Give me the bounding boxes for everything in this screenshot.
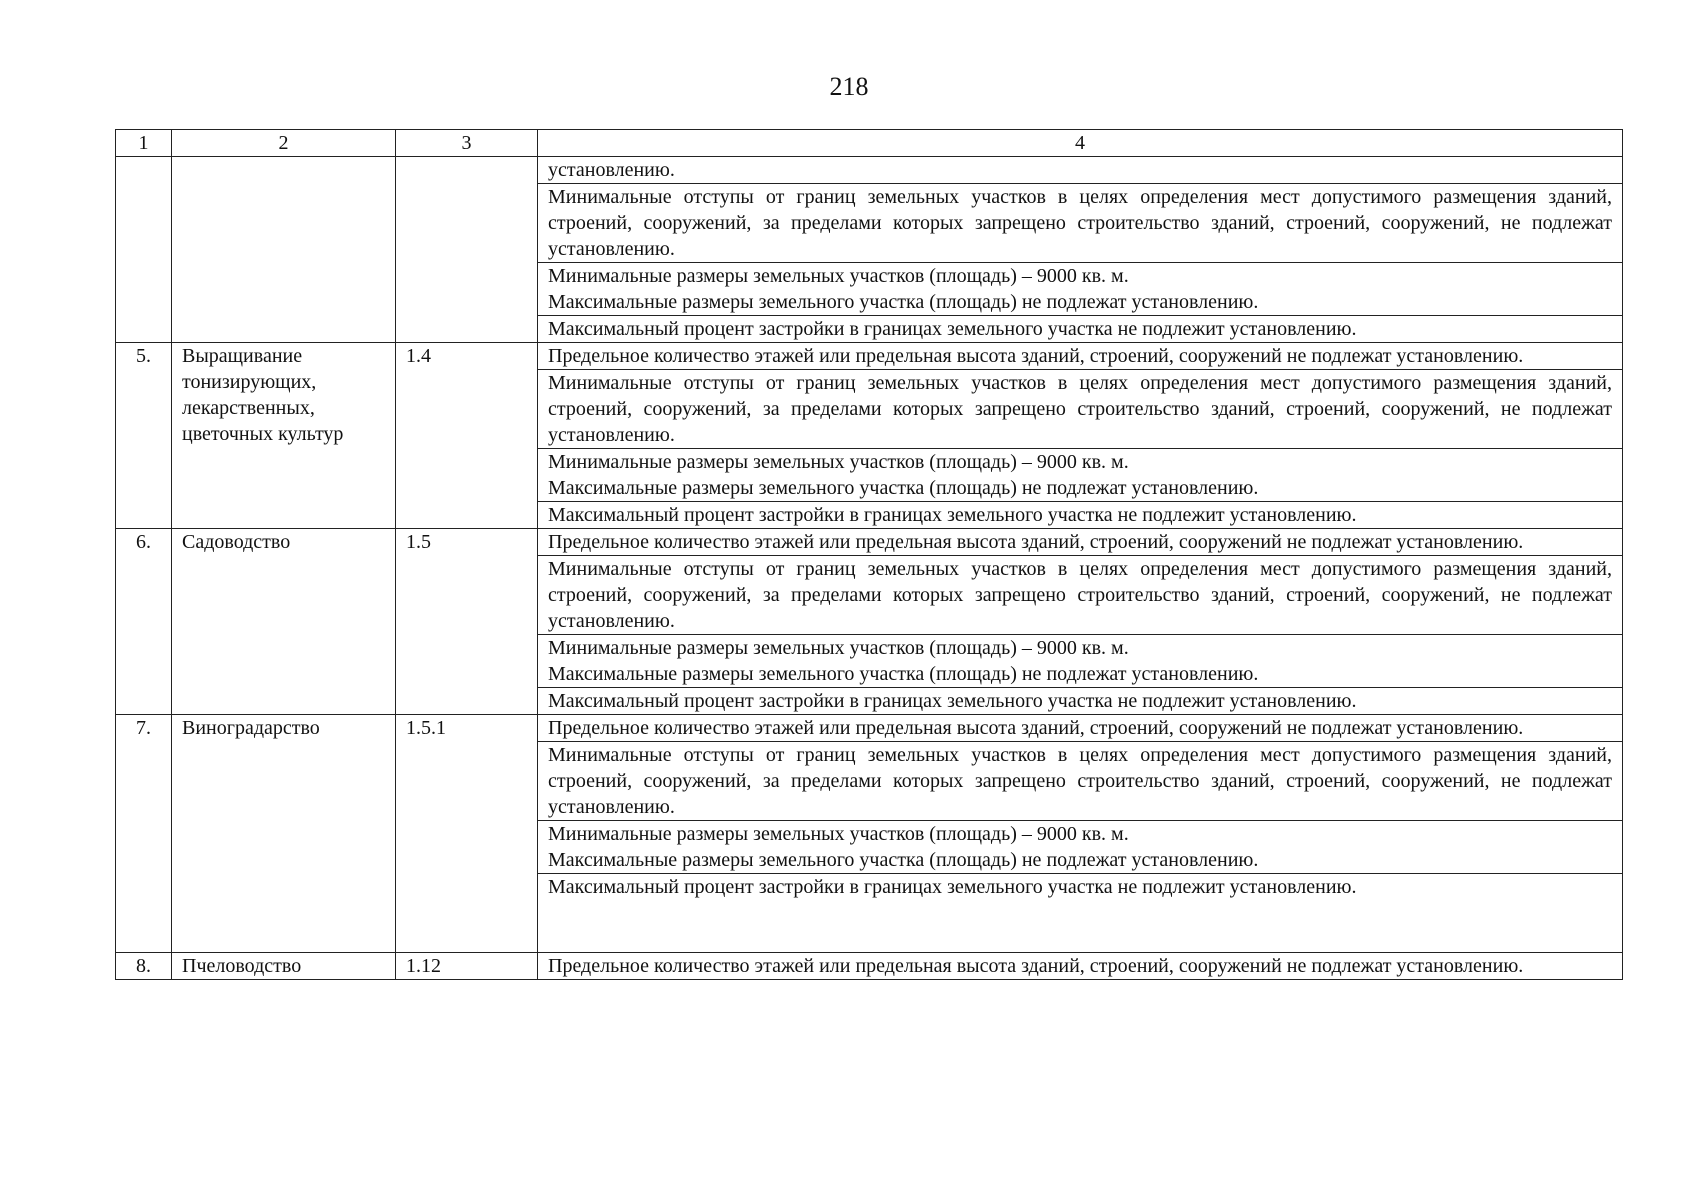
code-cell: 1.12 — [396, 953, 538, 980]
condition-cell: Максимальный процент застройки в границах земельного участка не подлежит установлению. — [538, 502, 1623, 529]
condition-cell: Минимальные отступы от границ земельных участков в целях определения мест допустимого размещения зданий, строений, сооружений, за пределами которых запрещено строительство зданий, строений, сооружений, не подлежат установлению. — [538, 742, 1623, 821]
header-cell: 3 — [396, 130, 538, 157]
condition-cell: Минимальные отступы от границ земельных участков в целях определения мест допустимого размещения зданий, строений, сооружений, за пределами которых запрещено строительство зданий, строений, сооружений, не подлежат установлению. — [538, 184, 1623, 263]
number-cell — [116, 157, 172, 343]
condition-cell: Предельное количество этажей или предельная высота зданий, строений, сооружений не подлежат установлению. — [538, 715, 1623, 742]
code-cell — [396, 157, 538, 343]
name-cell — [172, 157, 396, 343]
code-cell: 1.5 — [396, 529, 538, 715]
condition-cell: Максимальный процент застройки в границах земельного участка не подлежит установлению. — [538, 688, 1623, 715]
header-cell: 1 — [116, 130, 172, 157]
condition-cell: установлению. — [538, 157, 1623, 184]
table-row — [116, 529, 1623, 556]
number-cell: 7. — [116, 715, 172, 953]
condition-cell: Максимальный процент застройки в границах земельного участка не подлежит установлению. — [538, 316, 1623, 343]
condition-cell: Минимальные размеры земельных участков (площадь) – 9000 кв. м. Максимальные размеры земельного участка (площадь) не подлежат установлению. — [538, 449, 1623, 502]
land-use-table — [115, 129, 1623, 980]
condition-cell: Минимальные размеры земельных участков (площадь) – 9000 кв. м. Максимальные размеры земельного участка (площадь) не подлежат установлению. — [538, 821, 1623, 874]
number-cell: 5. — [116, 343, 172, 529]
table-header-row — [116, 130, 1623, 157]
page-number: 218 — [829, 72, 869, 101]
code-cell: 1.4 — [396, 343, 538, 529]
code-cell: 1.5.1 — [396, 715, 538, 953]
name-cell: Выращивание тонизирующих, лекарственных, цветочных культур — [172, 343, 396, 529]
name-cell: Виноградарство — [172, 715, 396, 953]
condition-cell: Минимальные размеры земельных участков (площадь) – 9000 кв. м. Максимальные размеры земельного участка (площадь) не подлежат установлению. — [538, 635, 1623, 688]
number-cell: 6. — [116, 529, 172, 715]
condition-cell: Предельное количество этажей или предельная высота зданий, строений, сооружений не подлежат установлению. — [538, 953, 1623, 980]
condition-cell: Минимальные отступы от границ земельных участков в целях определения мест допустимого размещения зданий, строений, сооружений, за пределами которых запрещено строительство зданий, строений, сооружений, не подлежат установлению. — [538, 370, 1623, 449]
condition-cell: Предельное количество этажей или предельная высота зданий, строений, сооружений не подлежат установлению. — [538, 529, 1623, 556]
condition-cell: Минимальные размеры земельных участков (площадь) – 9000 кв. м. Максимальные размеры земельного участка (площадь) не подлежат установлению. — [538, 263, 1623, 316]
name-cell: Садоводство — [172, 529, 396, 715]
table-row — [116, 953, 1623, 980]
table-row — [116, 715, 1623, 742]
condition-cell: Предельное количество этажей или предельная высота зданий, строений, сооружений не подлежат установлению. — [538, 343, 1623, 370]
header-cell: 2 — [172, 130, 396, 157]
header-cell: 4 — [538, 130, 1623, 157]
table-row — [116, 343, 1623, 370]
name-cell: Пчеловодство — [172, 953, 396, 980]
condition-cell: Минимальные отступы от границ земельных участков в целях определения мест допустимого размещения зданий, строений, сооружений, за пределами которых запрещено строительство зданий, строений, сооружений, не подлежат установлению. — [538, 556, 1623, 635]
condition-cell: Максимальный процент застройки в границах земельного участка не подлежит установлению. — [538, 874, 1623, 953]
number-cell: 8. — [116, 953, 172, 980]
table-row — [116, 157, 1623, 184]
